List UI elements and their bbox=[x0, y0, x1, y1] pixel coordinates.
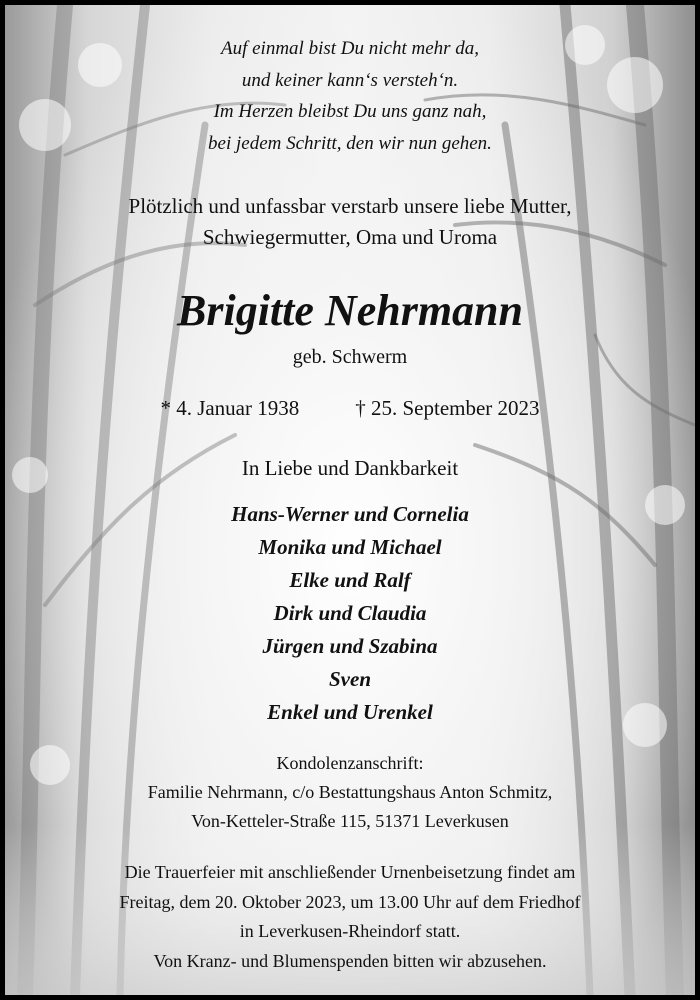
ceremony-line: Die Trauerfeier mit anschließender Urnenbeisetzung findet am bbox=[124, 862, 576, 882]
family-member: Dirk und Claudia bbox=[273, 601, 427, 625]
poem-line: bei jedem Schritt, den wir nun gehen. bbox=[208, 132, 492, 154]
poem-line: Auf einmal bist Du nicht mehr da, bbox=[220, 38, 480, 59]
death-date: † 25. September 2023 bbox=[355, 396, 540, 420]
ceremony-line: Freitag, dem 20. Oktober 2023, um 13.00 Uhr auf dem Friedhof bbox=[119, 891, 581, 912]
birth-date: * 4. Januar 1938 bbox=[160, 396, 300, 420]
maiden-name: geb. Schwerm bbox=[292, 346, 408, 368]
family-member: Sven bbox=[329, 667, 371, 691]
life-dates bbox=[5, 394, 695, 422]
ceremony-line: in Leverkusen-Rheindorf statt. bbox=[239, 921, 461, 941]
family-list bbox=[5, 498, 695, 729]
ceremony-line: Von Kranz- und Blumenspenden bitten wir abzusehen. bbox=[153, 950, 547, 971]
poem bbox=[5, 33, 695, 159]
address-line: Familie Nehrmann, c/o Bestattungshaus Anton Schmitz, bbox=[147, 782, 553, 802]
notice-content bbox=[5, 5, 695, 995]
family-member: Hans-Werner und Cornelia bbox=[231, 502, 469, 526]
family-member: Monika und Michael bbox=[258, 535, 442, 559]
address-line: Kondolenzanschrift: bbox=[276, 753, 424, 773]
ceremony-info bbox=[5, 858, 695, 976]
announcement-text bbox=[5, 191, 695, 253]
condolence-address bbox=[5, 749, 695, 836]
announcement-line: Schwiegermutter, Oma und Uroma bbox=[202, 225, 498, 249]
family-member: Jürgen und Szabina bbox=[262, 634, 438, 658]
thanks-line: In Liebe und Dankbarkeit bbox=[241, 456, 459, 480]
family-member: Enkel und Urenkel bbox=[267, 700, 433, 724]
address-line: Von-Ketteler-Straße 115, 51371 Leverkusen bbox=[191, 811, 509, 831]
family-member: Elke und Ralf bbox=[289, 568, 411, 592]
poem-line: Im Herzen bleibst Du uns ganz nah, bbox=[213, 101, 487, 122]
announcement-line: Plötzlich und unfassbar verstarb unsere liebe Mutter, bbox=[128, 194, 572, 218]
poem-line: und keiner kann‘s versteh‘n. bbox=[241, 69, 459, 91]
deceased-name: Brigitte Nehrmann bbox=[177, 286, 523, 335]
